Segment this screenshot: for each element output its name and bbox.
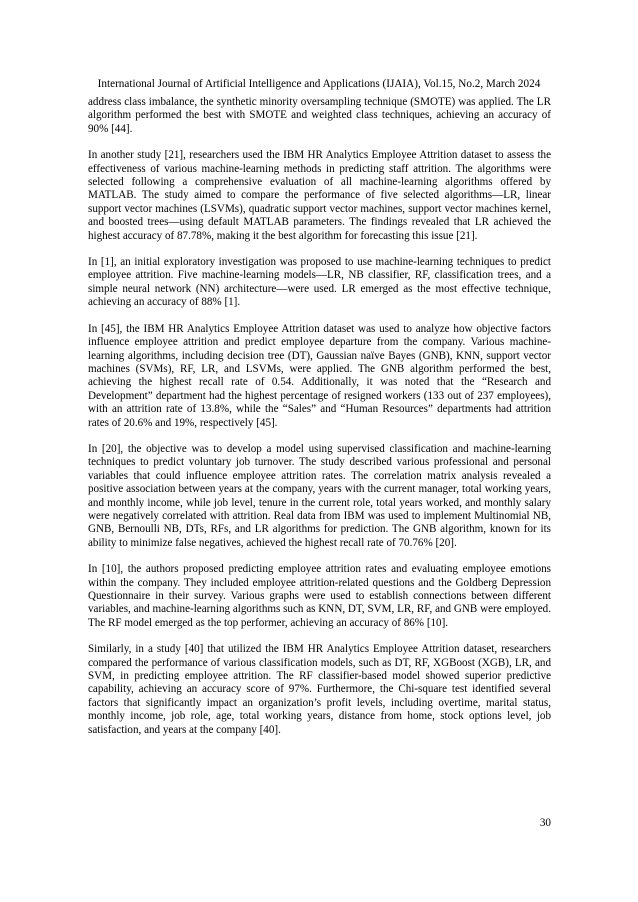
running-header: International Journal of Artificial Intelligence and Applications (IJAIA), Vol.15, No.2, March 2024 [97,78,541,90]
page-number: 30 [539,817,551,829]
paragraph-study-21: In another study [21], researchers used the IBM HR Analytics Employee Attrition dataset to assess the effectiveness of various machine-learning methods in predicting staff attrition. The algorithms were selected following a comprehensive evaluation of all machine-learning algorithms offered by MATLAB. The study aimed to compare the performance of five selected algorithms—LR, linear support vector machines (LSVMs), quadratic support vector machines, support vector machines kernel, and boosted trees—using default MATLAB parameters. The findings revealed that LR achieved the highest accuracy of 87.78%, making it the best algorithm for forecasting this issue [21]. [88,149,551,242]
paragraph-smote-lr: address class imbalance, the synthetic minority oversampling technique (SMOTE) was applied. The LR algorithm performed the best with SMOTE and weighted class techniques, achieving an accuracy of 90% [44]. [88,96,551,135]
body-text [88,96,551,750]
paragraph-study-20: In [20], the objective was to develop a model using supervised classification and machine-learning techniques to predict voluntary job turnover. The study described various professional and personal variables that could influence employee attrition rates. The correlation matrix analysis revealed a positive association between years at the company, years with the current manager, total working years, and monthly income, while job level, tenure in the current role, total years worked, and monthly salary were negatively correlated with attrition. Real data from IBM was used to implement Multinomial NB, GNB, Bernoulli NB, DTs, RFs, and LR algorithms for prediction. The GNB algorithm, known for its ability to minimize false negatives, achieved the highest recall rate of 70.76% [20]. [88,442,551,549]
paragraph-study-45: In [45], the IBM HR Analytics Employee Attrition dataset was used to analyze how objective factors influence employee attrition and predict employee departure from the company. Various machine-learning algorithms, including decision tree (DT), Gaussian naïve Bayes (GNB), KNN, support vector machines (SVMs), RF, LR, and LSVMs, were applied. The GNB algorithm performed the best, achieving the highest recall rate of 0.54. Additionally, it was noted that the “Research and Development” department had the highest percentage of resigned workers (133 out of 237 employees), with an attrition rate of 13.8%, while the “Sales” and “Human Resources” departments had attrition rates of 20.6% and 19%, respectively [45]. [88,322,551,429]
paragraph-study-1: In [1], an initial exploratory investigation was proposed to use machine-learning techniques to predict employee attrition. Five machine-learning models—LR, NB classifier, RF, classification trees, and a simple neural network (NN) architecture—were used. LR emerged as the most effective technique, achieving an accuracy of 88% [1]. [88,256,551,309]
paragraph-study-40: Similarly, in a study [40] that utilized the IBM HR Analytics Employee Attrition dataset, researchers compared the performance of various classification models, such as DT, RF, XGBoost (XGB), LR, and SVM, in predicting employee attrition. The RF classifier-based model showed superior predictive capability, achieving an accuracy score of 97%. Furthermore, the Chi-square test identified several factors that significantly impact an organization’s profit levels, including overtime, marital status, monthly income, job role, age, total working years, distance from home, stock options level, job satisfaction, and years at the company [40]. [88,643,551,736]
paragraph-study-10: In [10], the authors proposed predicting employee attrition rates and evaluating employee emotions within the company. They included employee attrition-related questions and the Goldberg Depression Questionnaire in their survey. Various graphs were used to establish connections between different variables, and machine-learning algorithms such as KNN, DT, SVM, LR, RF, and GNB were employed. The RF model emerged as the top performer, achieving an accuracy of 86% [10]. [88,563,551,629]
